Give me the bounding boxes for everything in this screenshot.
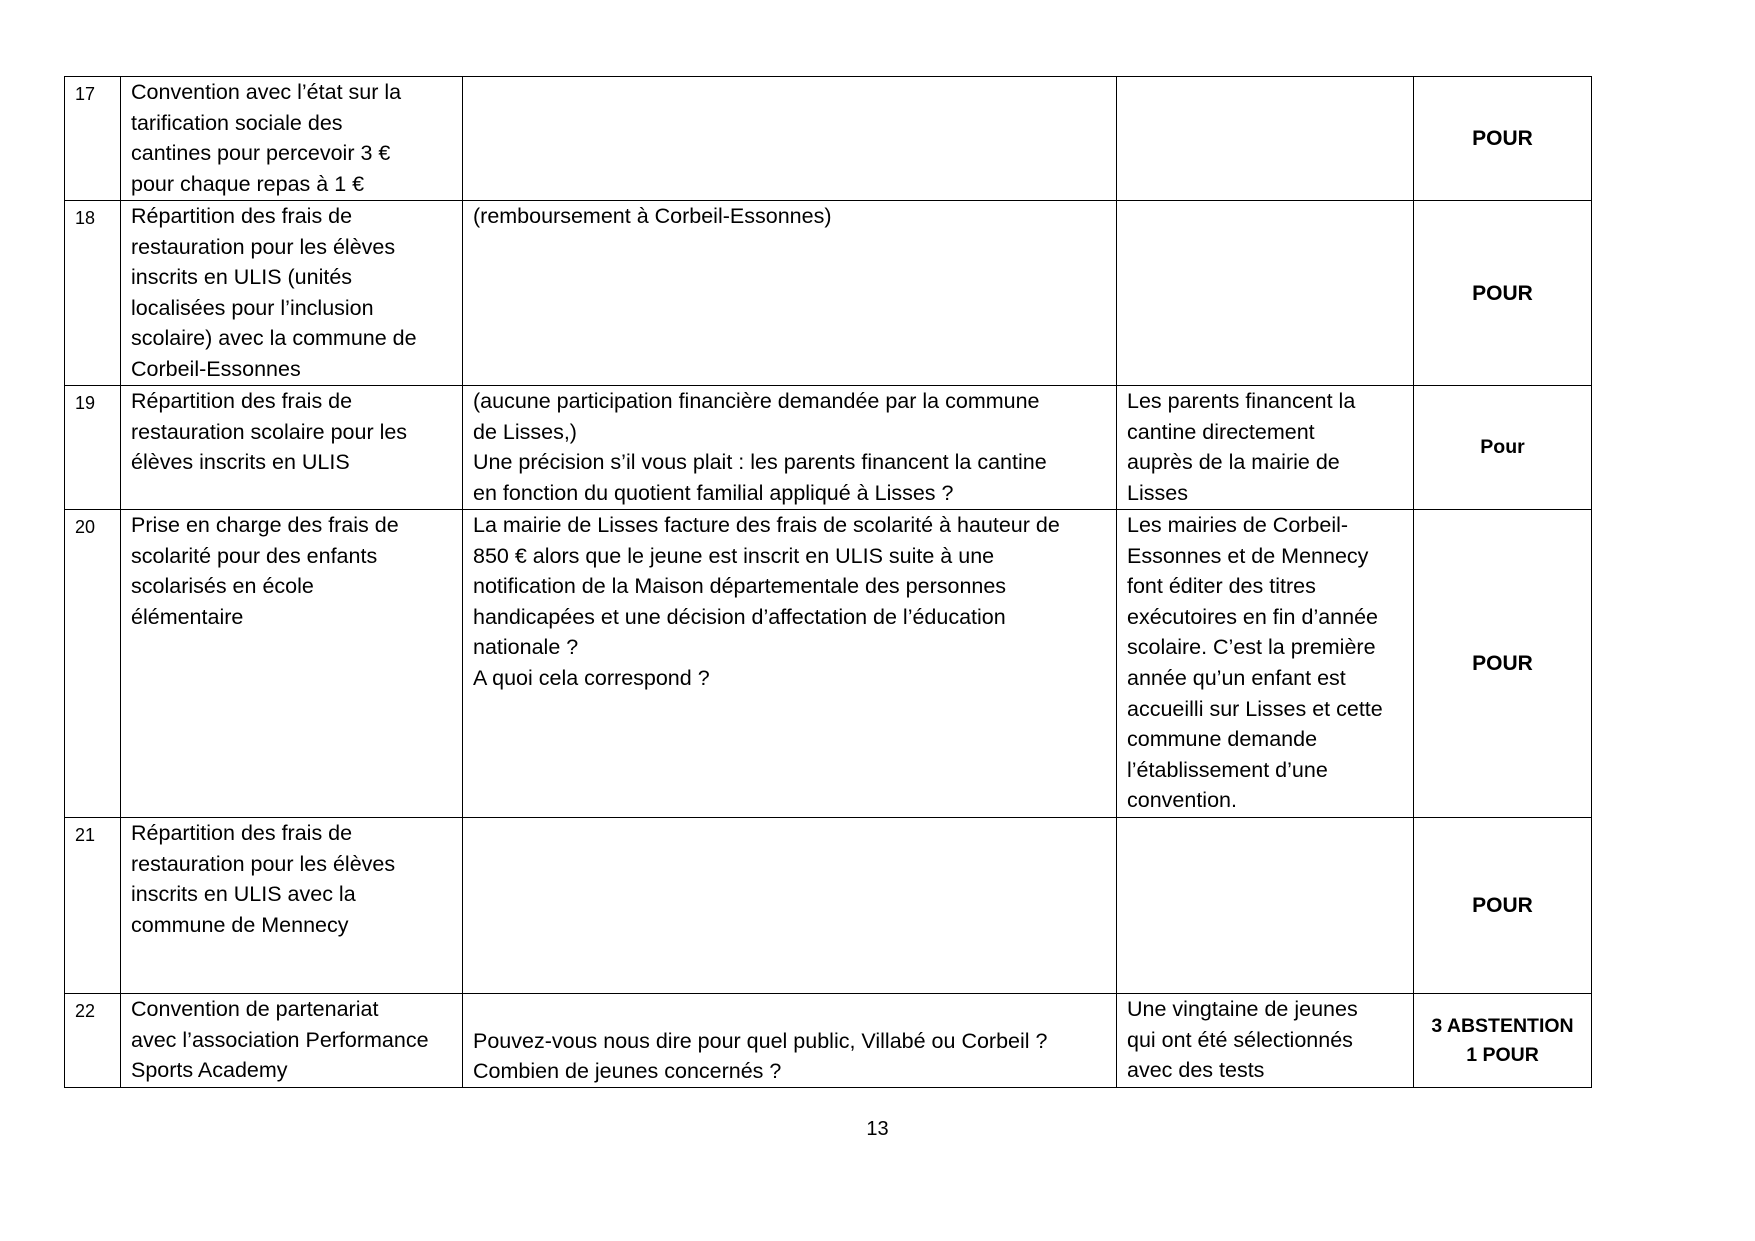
item-subject: Convention de partenariat avec l’association Performance Sports Academy [121, 994, 463, 1088]
item-vote: POUR [1414, 201, 1592, 386]
item-answer [1117, 77, 1414, 201]
item-question: Pouvez-vous nous dire pour quel public, Villabé ou Corbeil ? Combien de jeunes concernés ? [463, 994, 1117, 1088]
table-row [65, 77, 1592, 201]
item-subject: Répartition des frais de restauration scolaire pour les élèves inscrits en ULIS [121, 386, 463, 510]
item-question [463, 818, 1117, 994]
item-number: 22 [65, 994, 121, 1088]
item-number: 18 [65, 201, 121, 386]
table-row [65, 510, 1592, 818]
item-vote: Pour [1414, 386, 1592, 510]
table-row [65, 818, 1592, 994]
table-row [65, 994, 1592, 1088]
item-number: 19 [65, 386, 121, 510]
item-number: 21 [65, 818, 121, 994]
minutes-table [64, 76, 1592, 1088]
item-number: 17 [65, 77, 121, 201]
item-answer [1117, 201, 1414, 386]
item-question: (remboursement à Corbeil-Essonnes) [463, 201, 1117, 386]
item-question: (aucune participation financière demandée par la commune de Lisses,) Une précision s’il vous plait : les parents financent la cantine en fonction du quotient familial appliqué à Lisses ? [463, 386, 1117, 510]
item-question [463, 77, 1117, 201]
item-answer: Une vingtaine de jeunes qui ont été sélectionnés avec des tests [1117, 994, 1414, 1088]
item-number: 20 [65, 510, 121, 818]
item-vote: POUR [1414, 510, 1592, 818]
item-answer: Les parents financent la cantine directement auprès de la mairie de Lisses [1117, 386, 1414, 510]
item-answer [1117, 818, 1414, 994]
page-number: 13 [866, 1118, 889, 1140]
item-vote: POUR [1414, 77, 1592, 201]
item-vote: POUR [1414, 818, 1592, 994]
item-subject: Convention avec l’état sur la tarification sociale des cantines pour percevoir 3 € pour chaque repas à 1 € [121, 77, 463, 201]
item-vote: 3 ABSTENTION 1 POUR [1414, 994, 1592, 1088]
item-subject: Répartition des frais de restauration pour les élèves inscrits en ULIS (unités localisées pour l’inclusion scolaire) avec la commune de Corbeil-Essonnes [121, 201, 463, 386]
item-subject: Prise en charge des frais de scolarité pour des enfants scolarisés en école élémentaire [121, 510, 463, 818]
item-subject: Répartition des frais de restauration pour les élèves inscrits en ULIS avec la commune de Mennecy [121, 818, 463, 994]
item-answer: Les mairies de Corbeil- Essonnes et de Mennecy font éditer des titres exécutoires en fin d’année scolaire. C’est la première année qu’un enfant est accueilli sur Lisses et cette commune demande l’établissement d’une convention. [1117, 510, 1414, 818]
table-row [65, 386, 1592, 510]
item-question: La mairie de Lisses facture des frais de scolarité à hauteur de 850 € alors que le jeune est inscrit en ULIS suite à une notification de la Maison départementale des personnes handicapées et une décision d’affectation de l’éducation nationale ? A quoi cela correspond ? [463, 510, 1117, 818]
table-row [65, 201, 1592, 386]
